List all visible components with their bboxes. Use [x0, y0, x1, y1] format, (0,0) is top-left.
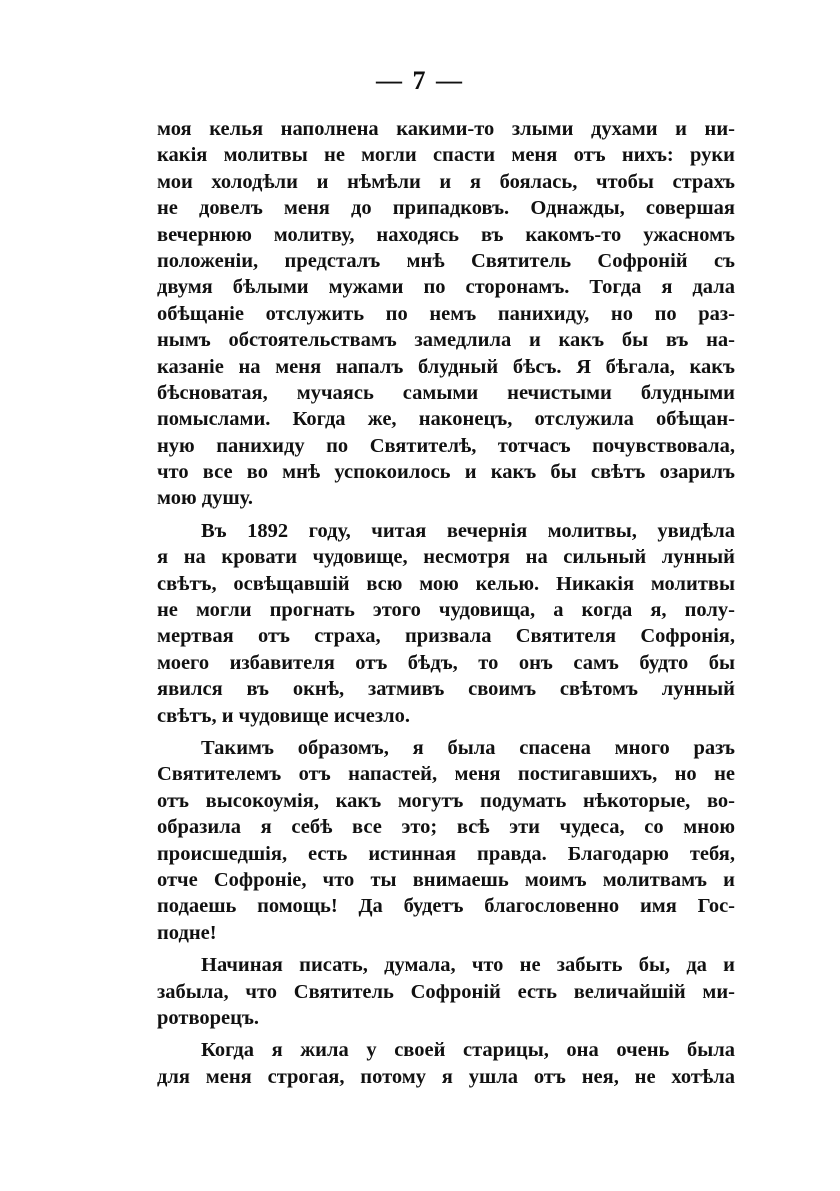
text-line: я на кровати чудовище, несмотря на сильный лунный — [157, 546, 735, 569]
text-line: вечернюю молитву, находясь въ какомъ-то ужасномъ — [157, 223, 735, 246]
paragraph-start-line: Когда я жила у своей старицы, она очень была — [201, 1039, 735, 1062]
text-line: подаешь помощь! Да будетъ благословенно имя Гос- — [157, 895, 735, 918]
paragraph-end-line: ротворецъ. — [157, 1006, 260, 1029]
text-line: отъ высокоумія, какъ могутъ подумать нѣкоторые, во- — [157, 789, 735, 812]
paragraph-start-line: Начиная писать, думала, что не забыть бы, да и — [201, 954, 735, 977]
text-line: не довелъ меня до припадковъ. Однажды, совершая — [157, 197, 735, 220]
text-line: свѣтъ, освѣщавшій всю мою келью. Никакія молитвы — [157, 572, 735, 595]
text-line: мои холодѣли и нѣмѣли и я боялась, чтобы страхъ — [157, 170, 735, 193]
paragraph-start-line: Такимъ образомъ, я была спасена много разъ — [201, 736, 735, 759]
text-line: моя келья наполнена какими-то злыми духами и ни- — [157, 118, 735, 140]
text-line: отче Софроніе, что ты внимаешь моимъ молитвамъ и — [157, 868, 735, 891]
text-line: обѣщаніе отслужить по немъ панихиду, но по раз- — [157, 302, 735, 325]
text-line: явился въ окнѣ, затмивъ своимъ свѣтомъ лунный — [157, 678, 735, 701]
text-line: помыслами. Когда же, наконецъ, отслужила обѣщан- — [157, 408, 735, 431]
text-line: образила я себѣ все это; всѣ эти чудеса, со мною — [157, 816, 735, 839]
paragraph-end-line: подне! — [157, 921, 217, 944]
page-number: — 7 — — [376, 66, 464, 95]
text-line: моего избавителя отъ бѣдъ, то онъ самъ будто бы — [157, 651, 735, 674]
text-line: мертвая отъ страха, призвала Святителя Софронія, — [157, 625, 735, 648]
text-line: забыла, что Святитель Софроній есть величайшій ми- — [157, 980, 735, 1003]
text-line: бѣсноватая, мучаясь самыми нечистыми блудными — [157, 381, 735, 404]
text-line: что все во мнѣ успокоилось и какъ бы свѣтъ озарилъ — [157, 461, 735, 484]
body-text — [157, 116, 735, 1090]
text-line: происшедшія, есть истинная правда. Благодарю тебя, — [157, 842, 735, 865]
text-line: для меня строгая, потому я ушла отъ нея, не хотѣла — [157, 1065, 735, 1088]
text-line: нымъ обстоятельствамъ замедлила и какъ бы въ на- — [157, 329, 735, 352]
text-line: положеніи, предсталъ мнѣ Святитель Софроній съ — [157, 249, 735, 272]
text-line: двумя бѣлыми мужами по сторонамъ. Тогда я дала — [157, 276, 735, 299]
paragraph-end-line: мою душу. — [157, 487, 253, 510]
text-line: не могли прогнать этого чудовища, а когда я, полу- — [157, 599, 735, 622]
paragraph-start-line: Въ 1892 году, читая вечернія молитвы, увидѣла — [201, 519, 735, 542]
text-line: Святителемъ отъ напастей, меня постигавшихъ, но не — [157, 763, 735, 786]
paragraph-end-line: свѣтъ, и чудовище исчезло. — [157, 704, 410, 727]
text-line: казаніе на меня напалъ блудный бѣсъ. Я бѣгала, какъ — [157, 355, 735, 378]
text-line: какія молитвы не могли спасти меня отъ нихъ: руки — [157, 144, 735, 167]
text-line: ную панихиду по Святителѣ, тотчасъ почувствовала, — [157, 434, 735, 457]
